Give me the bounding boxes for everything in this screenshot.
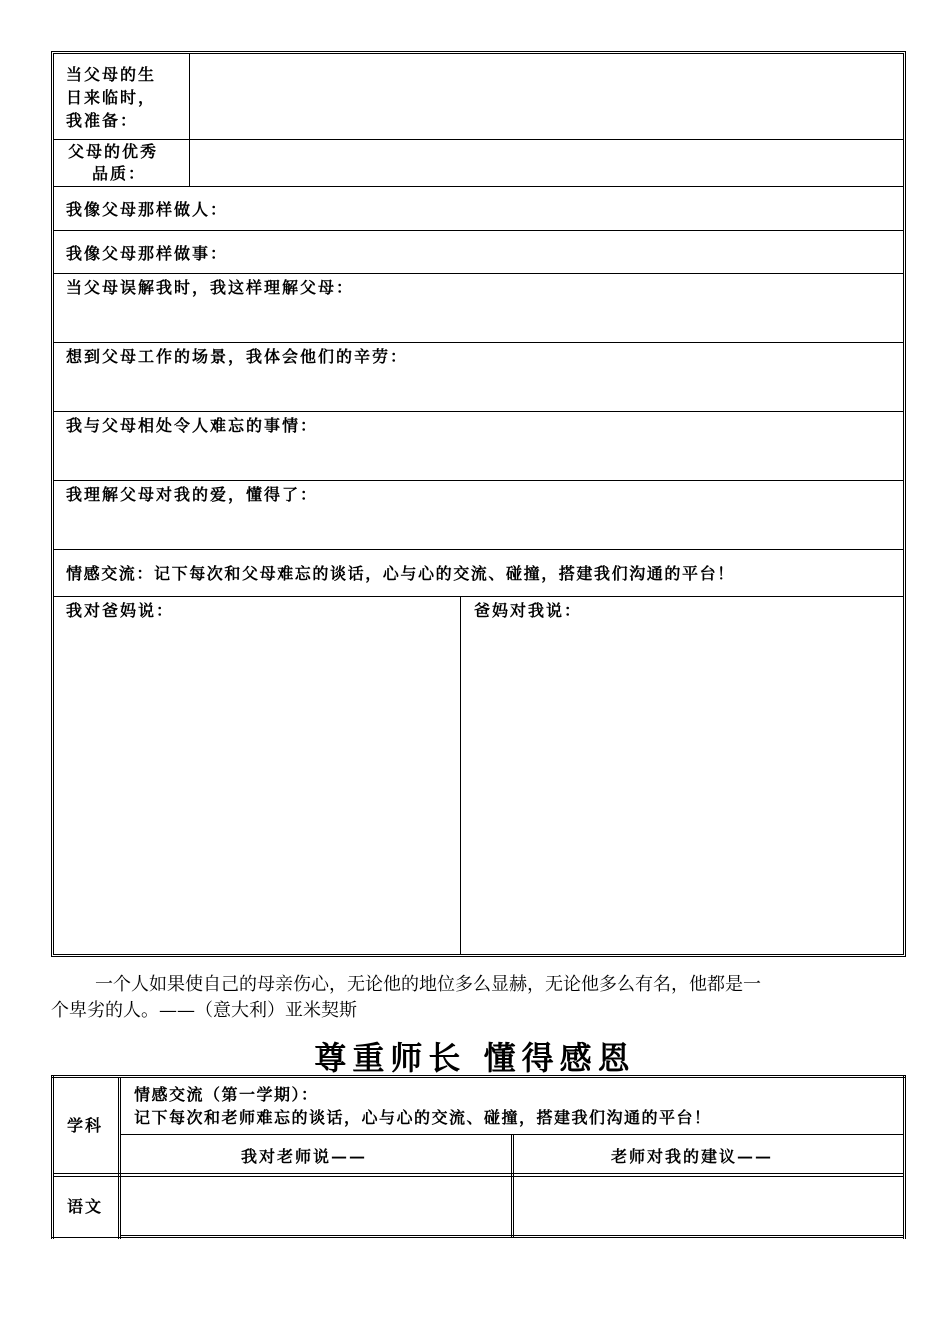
misunderstand-label: 当父母误解我时，我这样理解父母： bbox=[66, 278, 355, 297]
exchange-title: 情感交流（第一学期）： bbox=[134, 1085, 319, 1104]
parents-reflection-table bbox=[51, 51, 906, 957]
work-scene-label: 想到父母工作的场景，我体会他们的辛劳： bbox=[66, 347, 409, 366]
me-to-parents-label: 我对爸妈说： bbox=[66, 601, 175, 620]
understand-love-row[interactable] bbox=[54, 480, 903, 549]
be-person-row[interactable] bbox=[54, 186, 903, 230]
parents-to-me-field[interactable] bbox=[461, 621, 903, 954]
dialogue-row bbox=[54, 596, 903, 954]
memorable-row[interactable] bbox=[54, 411, 903, 480]
quality-answer-field[interactable] bbox=[190, 140, 903, 186]
chinese-teacher-advice-field[interactable] bbox=[515, 1178, 902, 1234]
do-things-label: 我像父母那样做事： bbox=[66, 244, 229, 263]
birthday-label-line3: 我准备： bbox=[66, 111, 139, 130]
do-things-row[interactable] bbox=[54, 230, 903, 273]
exchange-label: 情感交流：记下每次和父母难忘的谈话，心与心的交流、碰撞，搭建我们沟通的平台！ bbox=[66, 564, 735, 583]
exchange-description: 记下每次和老师难忘的谈话，心与心的交流、碰撞，搭建我们沟通的平台！ bbox=[134, 1108, 712, 1127]
birthday-answer-field[interactable] bbox=[190, 54, 903, 138]
quality-row bbox=[54, 139, 903, 186]
quality-label-line2: 品质： bbox=[92, 164, 147, 183]
be-person-label: 我像父母那样做人： bbox=[66, 200, 229, 219]
col-me-to-teacher: 我对老师说—— bbox=[241, 1147, 368, 1166]
teacher-exchange-table bbox=[51, 1075, 906, 1239]
col-teacher-advice: 老师对我的建议—— bbox=[611, 1147, 774, 1166]
birthday-row bbox=[54, 54, 903, 139]
subject-chinese: 语文 bbox=[67, 1197, 104, 1216]
misunderstand-row[interactable] bbox=[54, 273, 903, 342]
chinese-me-to-teacher-field[interactable] bbox=[122, 1178, 510, 1234]
exchange-row bbox=[54, 549, 903, 596]
quality-label-line1: 父母的优秀 bbox=[68, 142, 159, 161]
quote-line2: 个卑劣的人。——（意大利）亚米契斯 bbox=[51, 1000, 357, 1021]
parents-to-me-label: 爸妈对我说： bbox=[474, 601, 583, 620]
subject-header: 学科 bbox=[67, 1116, 104, 1135]
birthday-label-line1: 当父母的生 bbox=[66, 65, 157, 84]
me-to-parents-field[interactable] bbox=[54, 621, 459, 954]
section-title: 尊重师长 懂得感恩 bbox=[314, 1039, 636, 1077]
work-scene-row[interactable] bbox=[54, 342, 903, 411]
quote-block bbox=[51, 972, 906, 1024]
quote-line1: 一个人如果使自己的母亲伤心，无论他的地位多么显赫，无论他多么有名，他都是一 bbox=[95, 974, 761, 995]
birthday-label-line2: 日来临时， bbox=[66, 88, 157, 107]
memorable-label: 我与父母相处令人难忘的事情： bbox=[66, 416, 319, 435]
understand-love-label: 我理解父母对我的爱，懂得了： bbox=[66, 485, 319, 504]
